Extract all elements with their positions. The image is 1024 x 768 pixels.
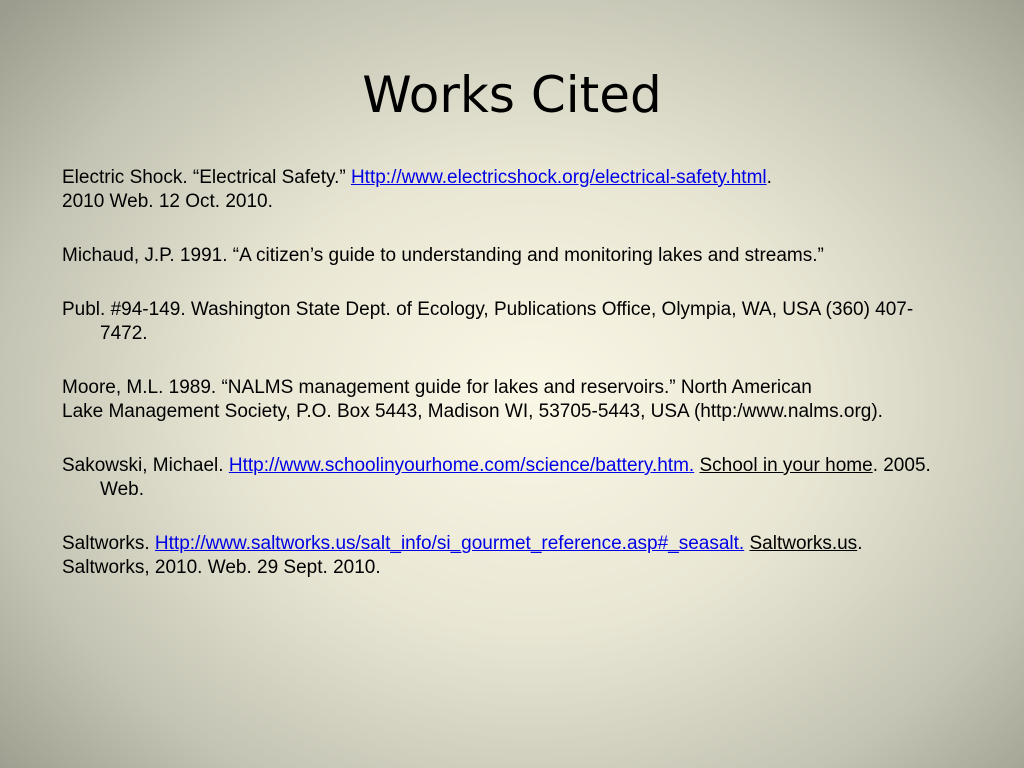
citation-text: Sakowski, Michael. — [62, 455, 229, 476]
citation-text: Moore, M.L. 1989. “NALMS management guide for lakes and reservoirs.” North American — [62, 377, 812, 398]
citation-link[interactable]: Http://www.electricshock.org/electrical-safety.html — [350, 167, 767, 188]
citation-moore — [62, 376, 942, 424]
citation-sakowski — [62, 454, 942, 502]
citation-link[interactable]: Http://www.saltworks.us/salt_info/si_gourmet_reference.asp#_seasalt. — [154, 533, 745, 554]
citation-text: Electric Shock. “Electrical Safety.” — [62, 167, 351, 188]
citation-text: . 2005. Web. — [100, 455, 931, 500]
citation-michaud — [62, 244, 942, 268]
citation-text: Michaud, J.P. 1991. “A citizen’s guide to understanding and monitoring lakes and streams.” — [62, 245, 824, 266]
citation-saltworks — [62, 532, 942, 580]
citation-publ — [62, 298, 942, 346]
citation-source-title: Saltworks.us — [749, 533, 858, 554]
slide-title: Works Cited — [362, 66, 662, 124]
citation-continuation: 2010 Web. 12 Oct. 2010. — [62, 191, 273, 212]
citation-continuation: Lake Management Society, P.O. Box 5443, Madison WI, 53705-5443, USA (http:/www.nalms.org). — [62, 401, 883, 422]
citation-continuation: Saltworks, 2010. Web. 29 Sept. 2010. — [62, 557, 381, 578]
citation-text: . — [857, 533, 863, 554]
works-cited-list — [62, 166, 942, 610]
citation-link[interactable]: Http://www.schoolinyourhome.com/science/battery.htm. — [228, 455, 695, 476]
citation-electric-shock — [62, 166, 942, 214]
citation-source-title: School in your home — [699, 455, 873, 476]
citation-text: . — [766, 167, 772, 188]
citation-text: Publ. #94-149. Washington State Dept. of Ecology, Publications Office, Olympia, WA, USA (360) 407-7472. — [62, 299, 914, 344]
citation-text: Saltworks. — [62, 533, 155, 554]
